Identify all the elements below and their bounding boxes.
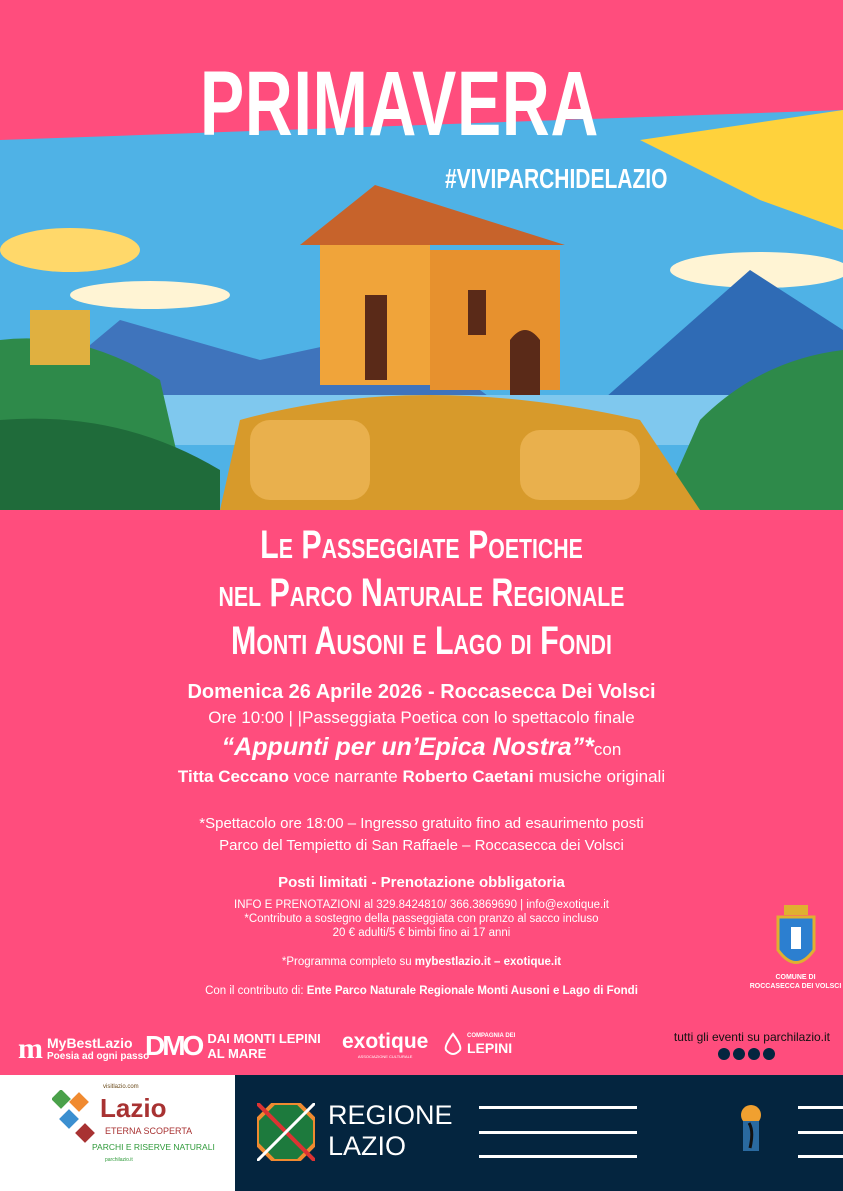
show-title-line — [0, 732, 843, 766]
youtube-icon[interactable] — [763, 1048, 775, 1060]
parchi-url: parchilazio.it — [105, 1157, 133, 1163]
prices: 20 € adulti/5 € bimbi fino ai 17 anni — [332, 927, 511, 939]
musician-name: Roberto Caetani — [402, 767, 534, 786]
comune-line-1: COMUNE DI — [775, 974, 816, 981]
show-con: con — [593, 740, 622, 759]
credits-line — [0, 766, 843, 787]
parco-ausoni-logo-icon — [740, 1103, 762, 1158]
footer-regione-panel — [235, 1075, 843, 1191]
booking-required: Posti limitati - Prenotazione obbligatoria — [278, 874, 565, 891]
divider-line — [479, 1106, 637, 1109]
dmo-line-2: AL MARE — [207, 1046, 267, 1061]
exotique-sub: ASSOCIAZIONE CULTURALE — [357, 1054, 413, 1059]
program-links[interactable]: mybestlazio.it – exotique.it — [414, 956, 562, 968]
footer-lazio-panel — [0, 1075, 235, 1191]
narrator-name: Titta Ceccano — [177, 767, 290, 786]
divider-line — [479, 1131, 637, 1134]
show-title: “Appunti per un’Epica Nostra”* — [221, 733, 594, 761]
facebook-icon[interactable] — [718, 1048, 730, 1060]
dmo-mark: DMO — [145, 1030, 202, 1061]
drop-icon — [442, 1032, 464, 1056]
divider-line — [798, 1106, 843, 1109]
social-icons — [718, 1048, 775, 1060]
regione-label — [328, 1100, 453, 1162]
lazio-wordmark: Lazio — [100, 1093, 167, 1123]
date-line: Domenica 26 Aprile 2026 - Roccasecca Dei Volsci — [187, 681, 656, 703]
divider-line — [798, 1155, 843, 1158]
x-icon[interactable] — [748, 1048, 760, 1060]
mybestlazio-mark-icon: m — [18, 1032, 43, 1065]
sponsor-prefix: Con il contributo di: — [205, 985, 307, 997]
exotique-logo — [342, 1030, 428, 1060]
event-title-line-1: Le Passeggiate Poetiche — [260, 523, 583, 567]
visitlazio-url: visitlazio.com — [103, 1084, 139, 1090]
dmo-line-1: DAI MONTI LEPINI — [207, 1031, 321, 1046]
lepini-logo — [442, 1032, 515, 1056]
parchi-label: PARCHI E RISERVE NATURALI — [92, 1142, 215, 1152]
instagram-icon[interactable] — [733, 1048, 745, 1060]
program-line — [0, 956, 843, 970]
eterna-scoperta: ETERNA SCOPERTA — [105, 1126, 193, 1136]
show-note: *Spettacolo ore 18:00 – Ingresso gratuito fino ad esaurimento posti — [199, 815, 644, 832]
exotique-name: exotique — [342, 1030, 429, 1053]
comune-crest-icon — [774, 905, 818, 973]
mybestlazio-logo — [18, 1032, 149, 1066]
sponsor-line — [0, 985, 843, 999]
venue-note: Parco del Tempietto di San Raffaele – Roccasecca dei Volsci — [219, 837, 624, 854]
hero-title: PRIMAVERA — [200, 53, 600, 155]
divider-line — [798, 1131, 843, 1134]
divider-line — [479, 1155, 637, 1158]
mybestlazio-tagline: Poesia ad ogni passo — [47, 1051, 150, 1062]
dmo-logo — [145, 1030, 321, 1062]
lepini-line-1: COMPAGNIA DEI — [467, 1033, 516, 1039]
time-line: Ore 10:00 | |Passeggiata Poetica con lo spettacolo finale — [208, 708, 635, 727]
events-link[interactable]: tutti gli eventi su parchilazio.it — [673, 1030, 830, 1044]
comune-logo — [748, 905, 843, 991]
sponsor-name: Ente Parco Naturale Regionale Monti Ausoni e Lago di Fondi — [306, 985, 638, 997]
musician-role: musiche originali — [533, 767, 666, 786]
program-prefix: *Programma completo su — [281, 956, 415, 968]
contribution-note: *Contributo a sostegno della passeggiata con pranzo al sacco incluso — [244, 913, 599, 925]
regione-lazio-emblem-icon — [257, 1103, 315, 1161]
narrator-role: voce narrante — [289, 767, 403, 786]
info-contacts: INFO E PRENOTAZIONI al 329.8424810/ 366.3869690 | info@exotique.it — [234, 899, 609, 911]
event-title-line-2: nel Parco Naturale Regionale — [218, 571, 625, 615]
regione-line-2: LAZIO — [328, 1131, 407, 1161]
hashtag: #VIVIPARCHIDELAZIO — [445, 163, 668, 194]
comune-line-2: ROCCASECCA DEI VOLSCI — [749, 983, 842, 990]
lepini-line-2: LEPINI — [467, 1040, 513, 1056]
regione-line-1: REGIONE — [328, 1100, 453, 1130]
mybestlazio-name: MyBestLazio — [47, 1035, 133, 1051]
event-title-line-3: Monti Ausoni e Lago di Fondi — [231, 619, 612, 663]
